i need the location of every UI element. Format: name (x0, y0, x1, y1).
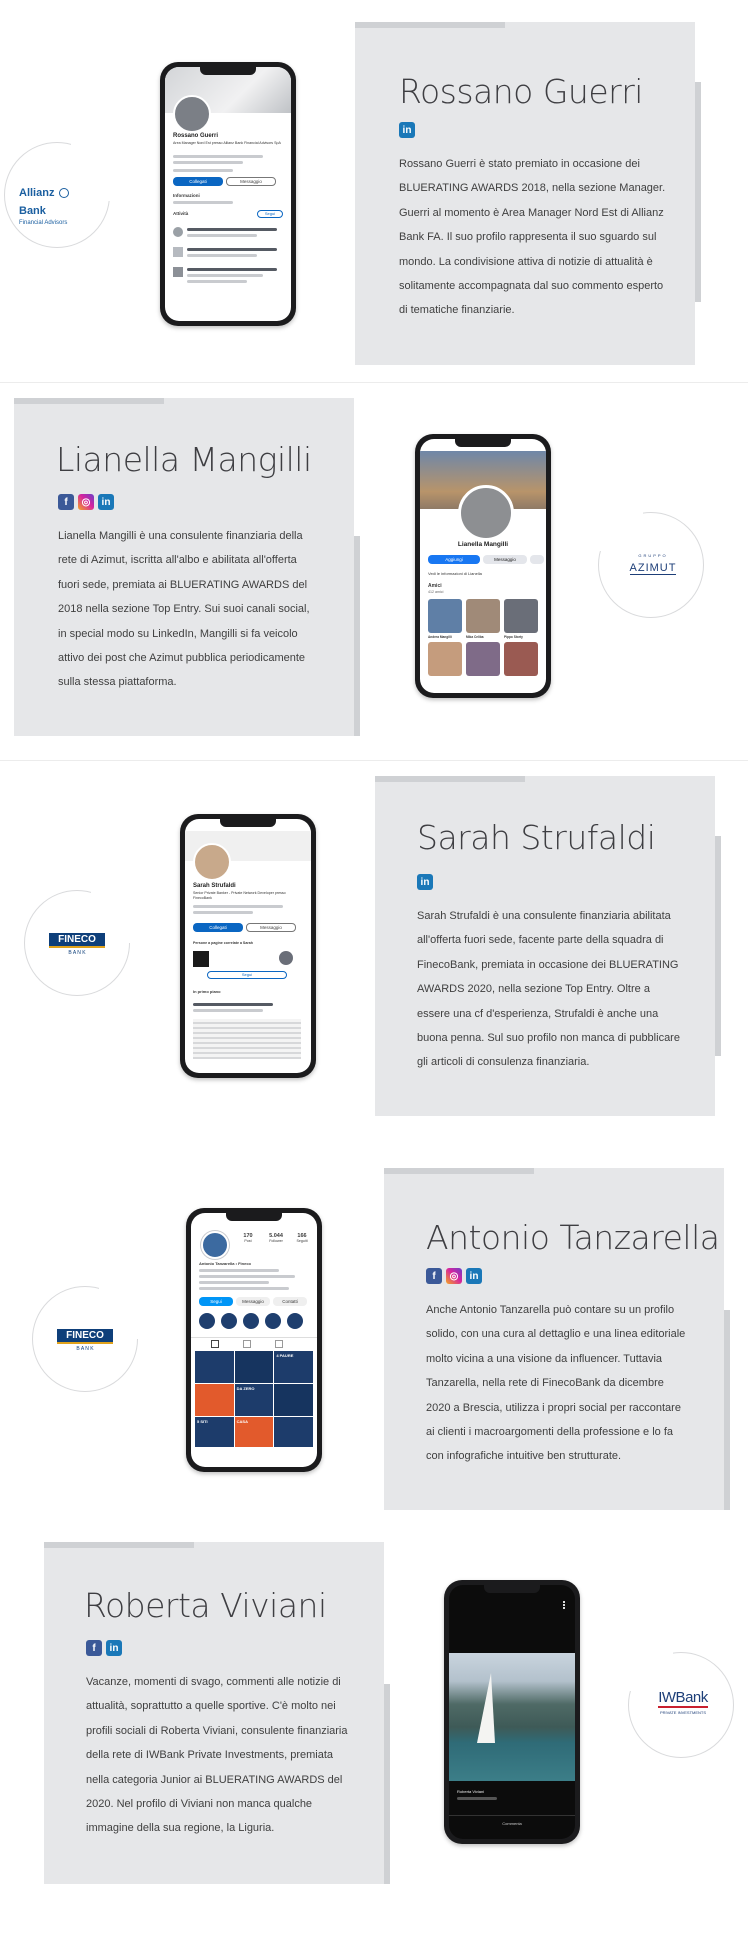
phone-profile-name: Lianella Mangilli (457, 541, 509, 548)
phone-mockup-guerri (160, 62, 296, 326)
phone-mockup-viviani (444, 1580, 580, 1844)
allianz-bank-logo: Allianz Bank Financial Advisors (19, 187, 68, 226)
allianz-eagle-icon (59, 188, 69, 198)
iwbank-logo: IWBank PRIVATE INVESTMENTS (658, 1689, 708, 1715)
linkedin-icon[interactable]: in (106, 1640, 122, 1656)
social-icons (86, 1640, 122, 1656)
profile-name: Lianella Mangilli (56, 440, 312, 479)
profile-name: Roberta Viviani (84, 1586, 327, 1625)
fineco-bank-logo: FINECO B A N K (57, 1329, 113, 1352)
fineco-bank-logo: FINECO B A N K (49, 933, 105, 956)
photo-caption: Roberta Viviani (457, 1789, 485, 1794)
follow-button[interactable]: Segui (207, 971, 287, 979)
facebook-icon[interactable]: f (86, 1640, 102, 1656)
profile-bio: Anche Antonio Tanzarella può contare su un profilo solido, con una cura al dettaglio e una linea editoriale molto vicina a una visione da influencer. Tuttavia Tanzarella, nella rete di FinecoBank da dicembre 2020 a Brescia, utilizza i propri social per raccontare ai clienti i macroargomenti della professione e lo fa con infografiche intuitive ben strutturate. (426, 1304, 686, 1463)
phone-profile-name: Antonio Tanzarella • Fineco (199, 1261, 251, 1266)
linkedin-icon[interactable]: in (417, 874, 433, 890)
phone-mockup-strufaldi (180, 814, 316, 1078)
sail-icon (477, 1673, 495, 1743)
instagram-profile-screen (191, 1213, 317, 1467)
fineco-bank-logo-ring (24, 890, 130, 996)
profile-avatar (193, 843, 231, 881)
profile-bio: Sarah Strufaldi è una consulente finanziaria abilitata all'offerta fuori sede, facente parte della squadra di FinecoBank, premiata in occasione dei BLUERATING AWARDS 2020, nella sezione Top Entry. Oltre a essere una cf d'esperienza, Strufaldi è anche una buona penna. Sul suo profilo non manca di pubblicare gli articoli di consulenza finanziaria. (417, 910, 680, 1069)
instagram-icon[interactable]: ◎ (446, 1268, 462, 1284)
social-icons (417, 874, 433, 890)
profile-name: Sarah Strufaldi (417, 818, 656, 857)
profile-bio: Vacanze, momenti di svago, commenti alle notizie di attualità, soprattutto a quelle sportive. C'è molto nei profili sociali di Roberta Viviani, consulente finanziaria della rete di IWBank Private Investments, premiata nella categoria Junior ai BLUERATING AWARDS del 2020. Nel profilo di Viviani non manca qualche immagine della sua regione, la Liguria. (86, 1676, 348, 1835)
social-icons (399, 122, 415, 138)
profile-card-mangilli (14, 398, 354, 736)
message-button[interactable]: Messaggio (483, 555, 527, 564)
story-highlight[interactable] (243, 1313, 259, 1329)
iwbank-logo-ring (628, 1652, 734, 1758)
profile-card-guerri (355, 22, 695, 365)
news-thumbnail[interactable] (193, 1019, 301, 1059)
grid-icon[interactable] (211, 1340, 219, 1348)
facebook-photo-screen (449, 1585, 575, 1839)
phone-mockup-tanzarella (186, 1208, 322, 1472)
phone-profile-name: Sarah Strufaldi (193, 883, 236, 889)
social-icons (58, 494, 114, 510)
facebook-profile-screen: Lianella Mangilli Aggiungi Messaggio Vedi le informazioni di Lianella Amici 412 amici Andrea Mangilli Mika Celiba Pippo Storty (420, 439, 546, 693)
more-button[interactable] (530, 555, 544, 564)
options-icon[interactable] (563, 1601, 567, 1609)
profile-bio: Lianella Mangilli è una consulente finanziaria della rete di Azimut, iscritta all'albo e abilitata all'offerta fuori sede, premiata ai BLUERATING AWARDS del 2018 nella sezione Top Entry. Sui suoi canali social, in special modo su LinkedIn, Mangilli si fa veicolo attivo dei post che Azimut pubblica periodicamente sulla stessa piattaforma. (58, 530, 310, 689)
message-button[interactable]: Messaggio (246, 923, 296, 932)
profile-avatar (458, 485, 514, 541)
friend-thumb[interactable] (504, 599, 538, 633)
tagged-icon[interactable] (275, 1340, 283, 1348)
follow-button[interactable]: Segui (199, 1297, 233, 1306)
profile-avatar (173, 95, 211, 133)
profile-name: Rossano Guerri (399, 72, 643, 111)
linkedin-icon[interactable]: in (399, 122, 415, 138)
connect-button[interactable]: Collegati (193, 923, 243, 932)
stat-following: 166 Seguiti (296, 1233, 308, 1243)
azimut-logo: GRUPPO AZIMUT (629, 553, 677, 574)
message-button[interactable]: Messaggio (226, 177, 276, 186)
section-divider (0, 760, 748, 761)
story-highlight[interactable] (221, 1313, 237, 1329)
video-icon[interactable] (243, 1340, 251, 1348)
profile-avatar (201, 1231, 229, 1259)
profile-card-strufaldi (375, 776, 715, 1116)
allianz-bank-logo-ring (4, 142, 110, 248)
post-grid: 4 PAURE DA ZERO 5 SITI CASA (195, 1351, 313, 1447)
linkedin-icon[interactable]: in (98, 494, 114, 510)
story-highlight[interactable] (287, 1313, 303, 1329)
comment-button[interactable]: Commenta (502, 1821, 522, 1826)
profile-card-tanzarella (384, 1168, 724, 1510)
stat-posts: 170 Post (243, 1233, 253, 1243)
phone-mockup-mangilli (415, 434, 551, 698)
message-button[interactable]: Messaggio (236, 1297, 270, 1306)
phone-profile-name: Rossano Guerri (173, 133, 219, 139)
story-highlight[interactable] (199, 1313, 215, 1329)
linkedin-profile-screen: Sarah Strufaldi Senior Private Banker - Private Network Developer presso FinecoBank Collegati Messaggio Persone a pagine correlate a Sarah Segui In primo piano (185, 819, 311, 1073)
profile-bio: Rossano Guerri è stato premiato in occasione dei BLUERATING AWARDS 2018, nella sezione Manager. Guerri al momento è Area Manager Nord Est di Allianz Bank FA. Il suo profilo rappresenta il suo sguardo sul mondo. La condivisione attiva di notizie di attualità è solitamente accompagnata dal suo commento esperto di tematiche finanziarie. (399, 158, 666, 317)
linkedin-profile-screen: Rossano Guerri Area Manager Nord Est presso Allianz Bank Financial Advisors SpA Collegati Messaggio Informazioni Attività Segui (165, 67, 291, 321)
facebook-icon[interactable]: f (58, 494, 74, 510)
story-highlight[interactable] (265, 1313, 281, 1329)
add-friend-button[interactable]: Aggiungi (428, 555, 480, 564)
section-divider (0, 382, 748, 383)
follow-button[interactable]: Segui (257, 210, 283, 218)
phone-profile-title: Area Manager Nord Est presso Allianz Bank Financial Advisors SpA (173, 141, 281, 145)
phone-profile-title: Senior Private Banker - Private Network Developer presso FinecoBank (193, 891, 286, 900)
profile-card-viviani (44, 1542, 384, 1884)
social-icons (426, 1268, 482, 1284)
connect-button[interactable]: Collegati (173, 177, 223, 186)
instagram-icon[interactable]: ◎ (78, 494, 94, 510)
azimut-logo-ring (598, 512, 704, 618)
profile-name: Antonio Tanzarella (426, 1218, 720, 1257)
contacts-button[interactable]: Contatti (273, 1297, 307, 1306)
fineco-bank-logo-ring (32, 1286, 138, 1392)
sailing-photo (449, 1653, 575, 1781)
facebook-icon[interactable]: f (426, 1268, 442, 1284)
stat-followers: 5.044 Follower (269, 1233, 283, 1243)
linkedin-icon[interactable]: in (466, 1268, 482, 1284)
friend-thumb[interactable] (466, 599, 500, 633)
friend-thumb[interactable] (428, 599, 462, 633)
